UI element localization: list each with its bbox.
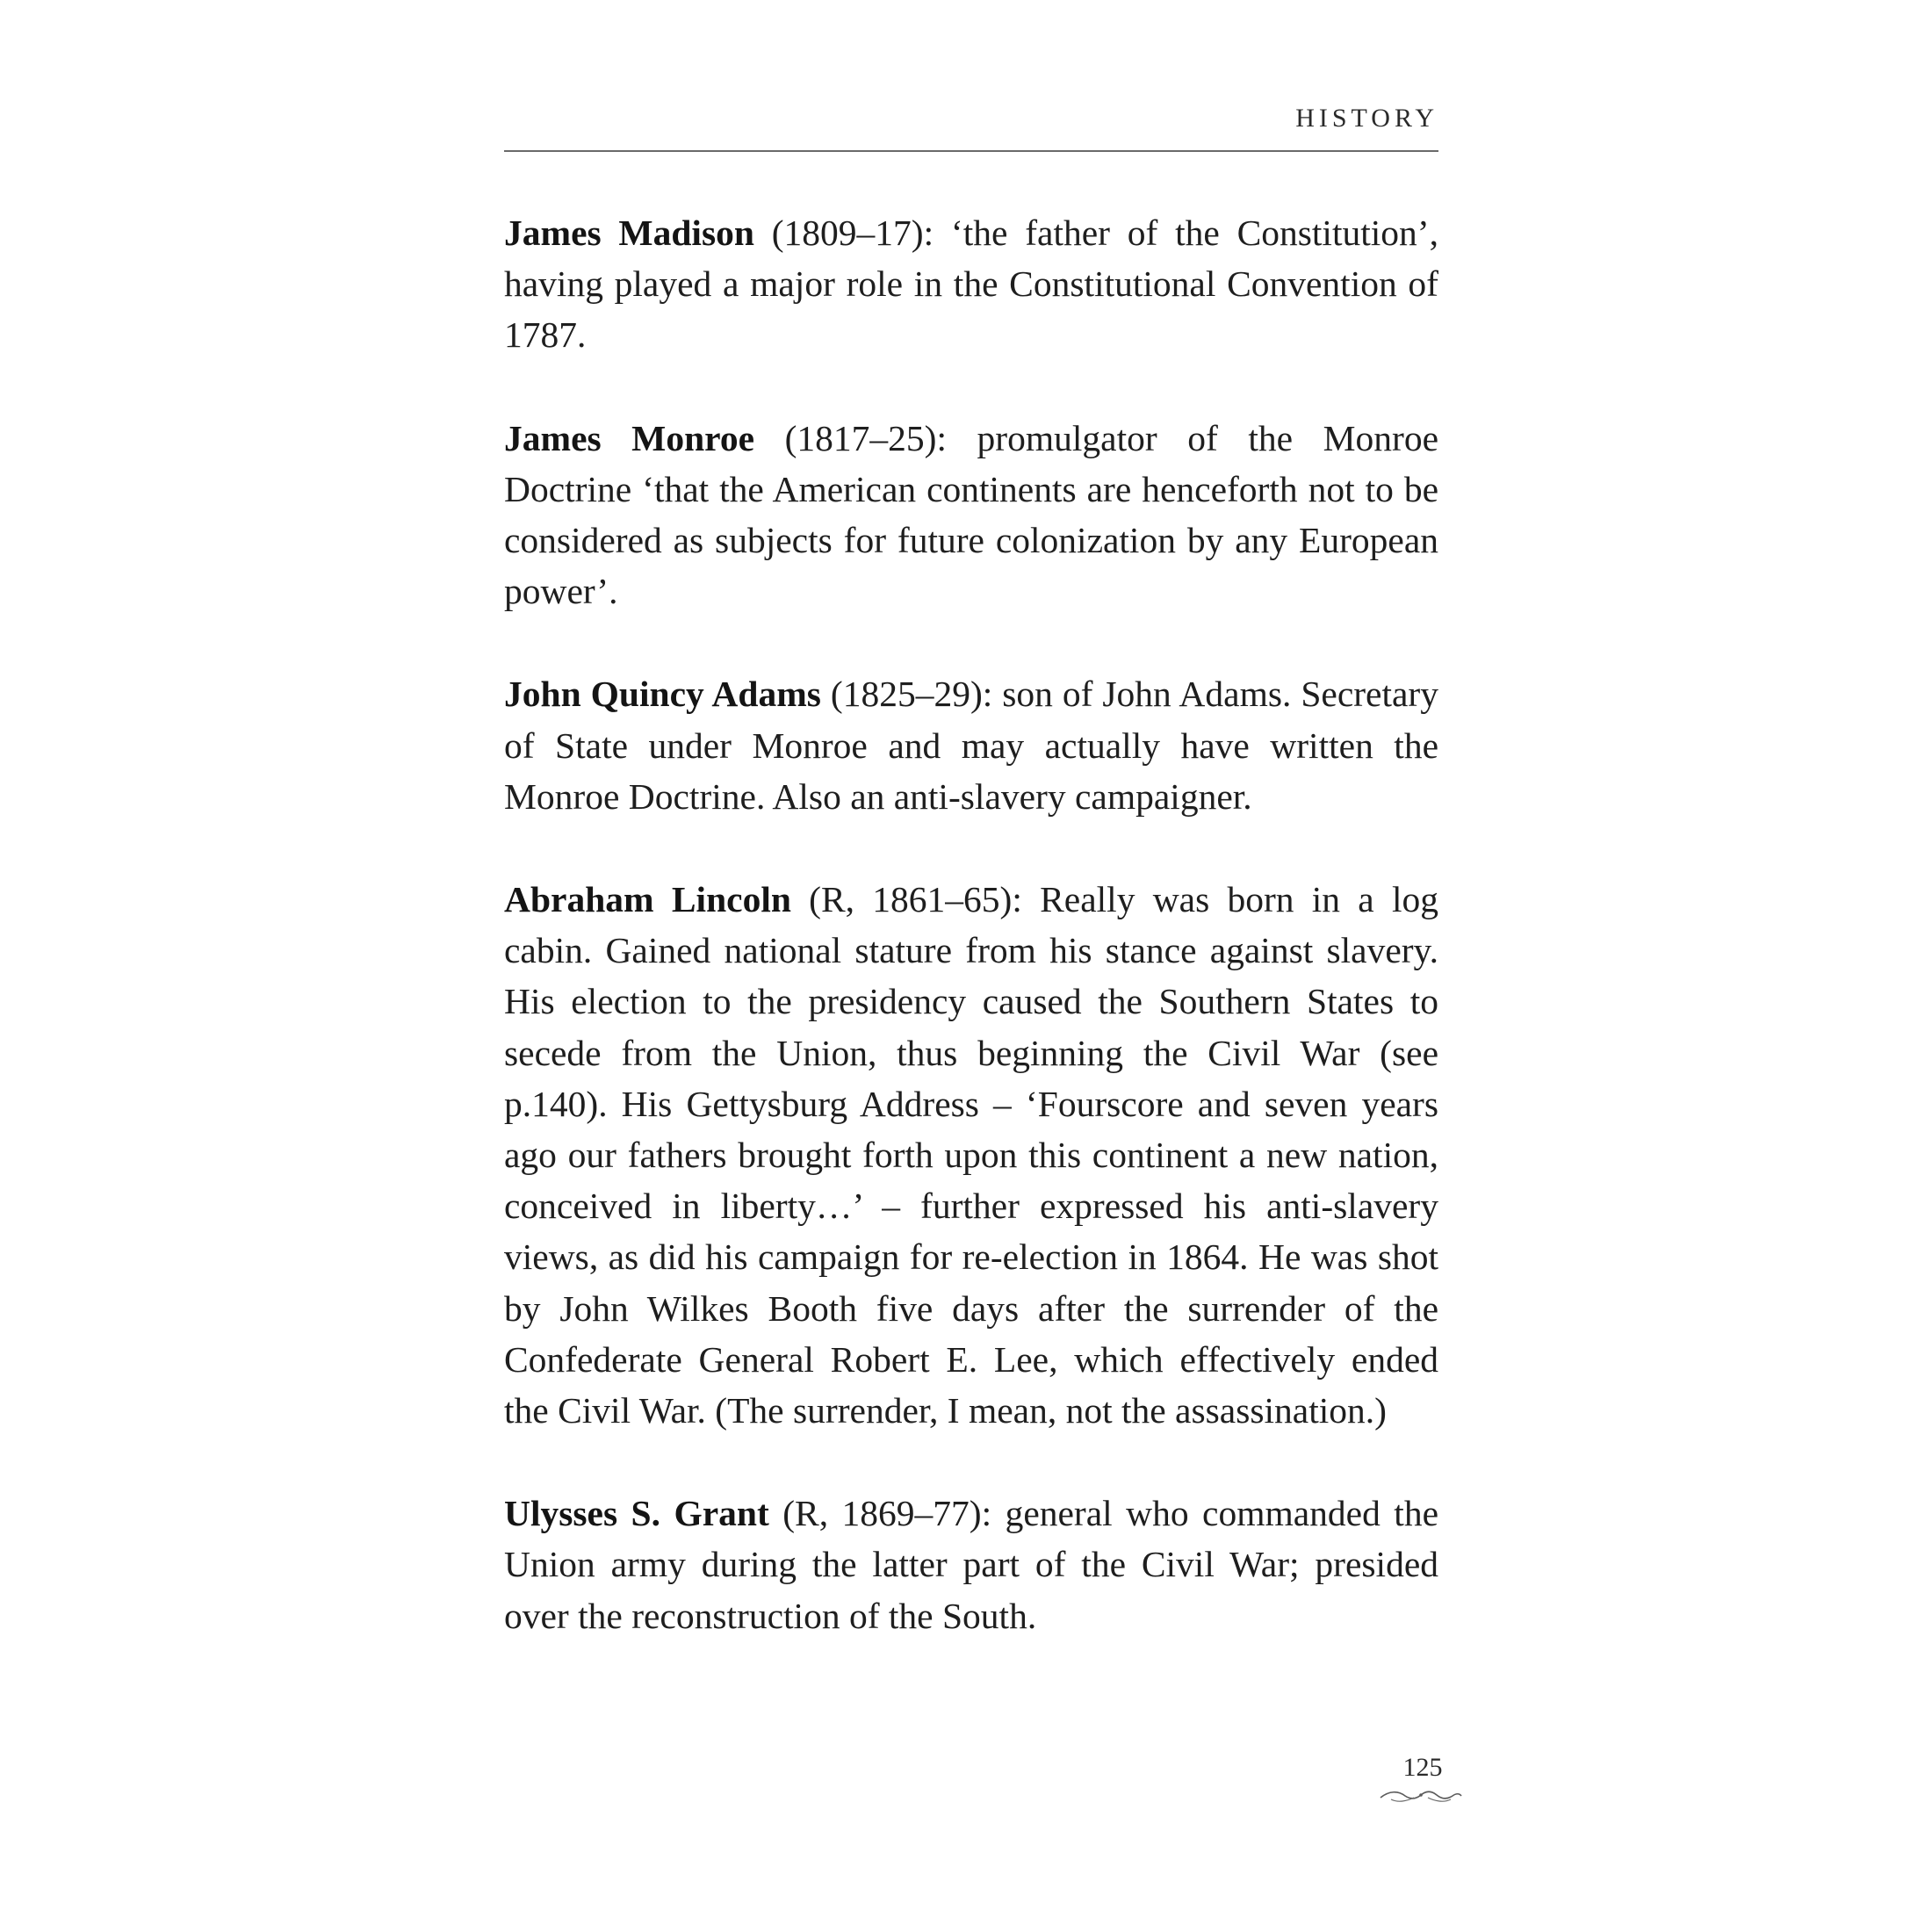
entry-james-madison bbox=[504, 207, 1438, 361]
entry-text: (1809–17): ‘the father of the Constitution’, having played a major role in the Constitutional Convention of 1787. bbox=[504, 213, 1438, 356]
entry-name: John Quincy Adams bbox=[504, 674, 821, 715]
page-number: 125 bbox=[1402, 1753, 1443, 1782]
entry-text: (R, 1861–65): Really was born in a log cabin. Gained national stature from his stance against slavery. His election to the presidency caused the Southern States to secede from the Union, thus beginning the Civil War (see p.140). His Gettysburg Address – ‘Fourscore and seven years ago our fathers brought forth upon this continent a new nation, conceived in liberty…’ – further expressed his anti-slavery views, as did his campaign for re-election in 1864. He was shot by John Wilkes Booth five days after the surrender of the Confederate General Robert E. Lee, which effectively ended the Civil War. (The surrender, I mean, not the assassination.) bbox=[504, 879, 1438, 1431]
running-header: HISTORY bbox=[1295, 104, 1438, 133]
entry-james-monroe bbox=[504, 413, 1438, 617]
header-rule bbox=[504, 150, 1438, 152]
page-content bbox=[504, 207, 1438, 1693]
entry-ulysses-s-grant bbox=[504, 1488, 1438, 1641]
entry-name: Ulysses S. Grant bbox=[504, 1493, 769, 1534]
entry-text: (1825–29): son of John Adams. Secretary of State under Monroe and may actually have written the Monroe Doctrine. Also an anti-slavery campaigner. bbox=[504, 674, 1438, 817]
entry-name: Abraham Lincoln bbox=[504, 879, 791, 920]
entry-text: (R, 1869–77): general who commanded the Union army during the latter part of the Civil War; presided over the reconstruction of the South. bbox=[504, 1493, 1438, 1636]
entry-abraham-lincoln bbox=[504, 874, 1438, 1436]
flourish-ornament-icon bbox=[1379, 1788, 1463, 1804]
entry-john-quincy-adams bbox=[504, 668, 1438, 822]
entry-name: James Monroe bbox=[504, 417, 755, 458]
entry-text: (1817–25): promulgator of the Monroe Doctrine ‘that the American continents are henceforth not to be considered as subjects for future colonization by any European power’. bbox=[504, 417, 1438, 612]
entry-name: James Madison bbox=[504, 213, 754, 253]
